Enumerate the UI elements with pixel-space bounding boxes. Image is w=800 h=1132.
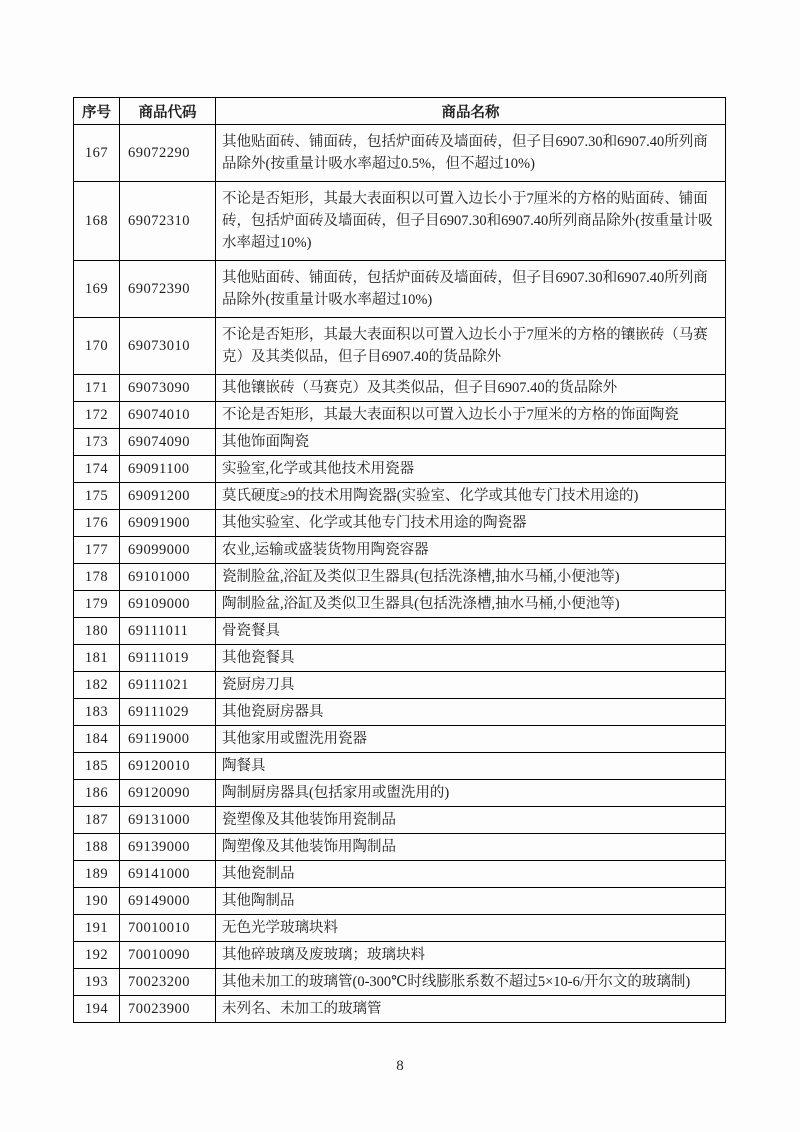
code-cell: 69119000 bbox=[120, 726, 216, 753]
name-cell: 实验室,化学或其他技术用瓷器 bbox=[216, 456, 726, 483]
serial-cell: 194 bbox=[74, 996, 120, 1023]
code-cell: 69072310 bbox=[120, 182, 216, 261]
table-row bbox=[74, 510, 726, 537]
table-row bbox=[74, 699, 726, 726]
name-cell: 不论是否矩形，其最大表面积以可置入边长小于7厘米的方格的饰面陶瓷 bbox=[216, 402, 726, 429]
code-cell: 69072290 bbox=[120, 125, 216, 182]
code-cell: 69149000 bbox=[120, 888, 216, 915]
code-cell: 69091100 bbox=[120, 456, 216, 483]
code-cell: 69139000 bbox=[120, 834, 216, 861]
code-cell: 70010090 bbox=[120, 942, 216, 969]
serial-cell: 169 bbox=[74, 261, 120, 318]
serial-cell: 171 bbox=[74, 375, 120, 402]
code-cell: 69120090 bbox=[120, 780, 216, 807]
serial-cell: 168 bbox=[74, 182, 120, 261]
serial-cell: 190 bbox=[74, 888, 120, 915]
serial-cell: 172 bbox=[74, 402, 120, 429]
name-cell: 不论是否矩形，其最大表面积以可置入边长小于7厘米的方格的镶嵌砖（马赛克）及其类似品，但子目6907.40的货品除外 bbox=[216, 318, 726, 375]
table-row bbox=[74, 996, 726, 1023]
table-row bbox=[74, 915, 726, 942]
code-cell: 70023200 bbox=[120, 969, 216, 996]
serial-cell: 185 bbox=[74, 753, 120, 780]
table-row bbox=[74, 753, 726, 780]
code-cell: 69120010 bbox=[120, 753, 216, 780]
code-cell: 69073090 bbox=[120, 375, 216, 402]
table-row bbox=[74, 780, 726, 807]
code-cell: 69111029 bbox=[120, 699, 216, 726]
name-cell: 瓷厨房刀具 bbox=[216, 672, 726, 699]
serial-cell: 180 bbox=[74, 618, 120, 645]
name-cell: 其他未加工的玻璃管(0-300℃时线膨胀系数不超过5×10-6/开尔文的玻璃制) bbox=[216, 969, 726, 996]
code-cell: 69091900 bbox=[120, 510, 216, 537]
name-cell: 农业,运输或盛装货物用陶瓷容器 bbox=[216, 537, 726, 564]
name-cell: 陶制厨房器具(包括家用或盥洗用的) bbox=[216, 780, 726, 807]
serial-cell: 177 bbox=[74, 537, 120, 564]
table-row bbox=[74, 969, 726, 996]
serial-cell: 167 bbox=[74, 125, 120, 182]
name-cell: 其他实验室、化学或其他专门技术用途的陶瓷器 bbox=[216, 510, 726, 537]
name-cell: 其他瓷制品 bbox=[216, 861, 726, 888]
serial-cell: 184 bbox=[74, 726, 120, 753]
serial-cell: 189 bbox=[74, 861, 120, 888]
serial-cell: 173 bbox=[74, 429, 120, 456]
name-cell: 其他镶嵌砖（马赛克）及其类似品，但子目6907.40的货品除外 bbox=[216, 375, 726, 402]
serial-cell: 181 bbox=[74, 645, 120, 672]
table-row bbox=[74, 591, 726, 618]
code-cell: 69091200 bbox=[120, 483, 216, 510]
name-cell: 莫氏硬度≥9的技术用陶瓷器(实验室、化学或其他专门技术用途的) bbox=[216, 483, 726, 510]
code-cell: 69073010 bbox=[120, 318, 216, 375]
name-cell: 未列名、未加工的玻璃管 bbox=[216, 996, 726, 1023]
serial-cell: 193 bbox=[74, 969, 120, 996]
name-cell: 其他碎玻璃及废玻璃；玻璃块料 bbox=[216, 942, 726, 969]
name-cell: 瓷制脸盆,浴缸及类似卫生器具(包括洗涤槽,抽水马桶,小便池等) bbox=[216, 564, 726, 591]
name-cell: 其他瓷餐具 bbox=[216, 645, 726, 672]
name-cell: 其他贴面砖、铺面砖，包括炉面砖及墙面砖，但子目6907.30和6907.40所列商品除外(按重量计吸水率超过10%) bbox=[216, 261, 726, 318]
name-cell: 其他家用或盥洗用瓷器 bbox=[216, 726, 726, 753]
name-cell: 其他瓷厨房器具 bbox=[216, 699, 726, 726]
table-row bbox=[74, 672, 726, 699]
code-cell: 69111019 bbox=[120, 645, 216, 672]
name-cell: 其他陶制品 bbox=[216, 888, 726, 915]
name-cell: 陶塑像及其他装饰用陶制品 bbox=[216, 834, 726, 861]
serial-cell: 174 bbox=[74, 456, 120, 483]
code-cell: 69074090 bbox=[120, 429, 216, 456]
serial-cell: 191 bbox=[74, 915, 120, 942]
table-row bbox=[74, 402, 726, 429]
table-row bbox=[74, 645, 726, 672]
serial-cell: 170 bbox=[74, 318, 120, 375]
name-cell: 陶制脸盆,浴缸及类似卫生器具(包括洗涤槽,抽水马桶,小便池等) bbox=[216, 591, 726, 618]
table-row bbox=[74, 942, 726, 969]
table-row bbox=[74, 537, 726, 564]
column-header-name: 商品名称 bbox=[216, 98, 726, 125]
code-cell: 69111021 bbox=[120, 672, 216, 699]
page-number: 8 bbox=[396, 1058, 404, 1074]
serial-cell: 188 bbox=[74, 834, 120, 861]
table-row bbox=[74, 618, 726, 645]
name-cell: 陶餐具 bbox=[216, 753, 726, 780]
serial-cell: 179 bbox=[74, 591, 120, 618]
header-row bbox=[74, 98, 726, 125]
name-cell: 无色光学玻璃块料 bbox=[216, 915, 726, 942]
table-header bbox=[74, 98, 726, 125]
serial-cell: 192 bbox=[74, 942, 120, 969]
code-cell: 69101000 bbox=[120, 564, 216, 591]
code-cell: 70023900 bbox=[120, 996, 216, 1023]
table-row bbox=[74, 318, 726, 375]
table-row bbox=[74, 182, 726, 261]
table-body bbox=[74, 125, 726, 1023]
table-row bbox=[74, 483, 726, 510]
name-cell: 其他贴面砖、铺面砖，包括炉面砖及墙面砖，但子目6907.30和6907.40所列商品除外(按重量计吸水率超过0.5%，但不超过10%) bbox=[216, 125, 726, 182]
serial-cell: 187 bbox=[74, 807, 120, 834]
serial-cell: 183 bbox=[74, 699, 120, 726]
commodity-table bbox=[73, 97, 726, 1023]
name-cell: 骨瓷餐具 bbox=[216, 618, 726, 645]
table-row bbox=[74, 125, 726, 182]
table-row bbox=[74, 456, 726, 483]
code-cell: 69109000 bbox=[120, 591, 216, 618]
table-row bbox=[74, 888, 726, 915]
name-cell: 其他饰面陶瓷 bbox=[216, 429, 726, 456]
code-cell: 69141000 bbox=[120, 861, 216, 888]
table-row bbox=[74, 261, 726, 318]
table-row bbox=[74, 726, 726, 753]
serial-cell: 175 bbox=[74, 483, 120, 510]
code-cell: 69131000 bbox=[120, 807, 216, 834]
table-row bbox=[74, 807, 726, 834]
table-row bbox=[74, 834, 726, 861]
column-header-serial: 序号 bbox=[74, 98, 120, 125]
code-cell: 69099000 bbox=[120, 537, 216, 564]
serial-cell: 186 bbox=[74, 780, 120, 807]
name-cell: 瓷塑像及其他装饰用瓷制品 bbox=[216, 807, 726, 834]
column-header-code: 商品代码 bbox=[120, 98, 216, 125]
table-row bbox=[74, 861, 726, 888]
name-cell: 不论是否矩形，其最大表面积以可置入边长小于7厘米的方格的贴面砖、铺面砖，包括炉面砖及墙面砖，但子目6907.30和6907.40所列商品除外(按重量计吸水率超过10%) bbox=[216, 182, 726, 261]
serial-cell: 178 bbox=[74, 564, 120, 591]
code-cell: 69072390 bbox=[120, 261, 216, 318]
serial-cell: 182 bbox=[74, 672, 120, 699]
table-row bbox=[74, 429, 726, 456]
code-cell: 70010010 bbox=[120, 915, 216, 942]
code-cell: 69111011 bbox=[120, 618, 216, 645]
table-row bbox=[74, 564, 726, 591]
table-row bbox=[74, 375, 726, 402]
serial-cell: 176 bbox=[74, 510, 120, 537]
code-cell: 69074010 bbox=[120, 402, 216, 429]
